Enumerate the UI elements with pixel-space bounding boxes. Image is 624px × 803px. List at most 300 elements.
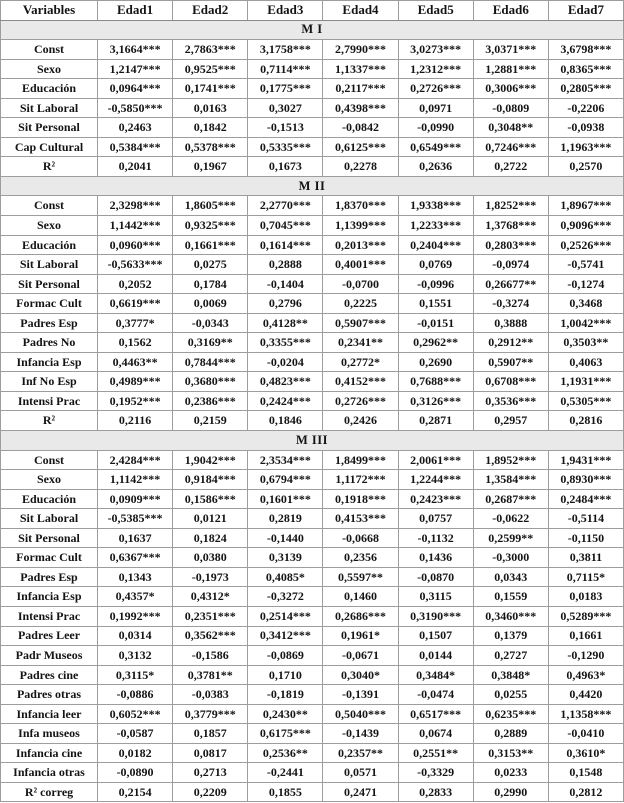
cell-value: 0,2430**: [248, 704, 323, 724]
table-row: [1, 685, 624, 705]
table-row: [1, 79, 624, 99]
table-row: [1, 352, 624, 372]
row-label: Const: [1, 40, 98, 60]
cell-value: 0,4153***: [323, 509, 398, 529]
cell-value: 1,8952***: [473, 450, 548, 470]
cell-value: 0,3115*: [98, 665, 173, 685]
cell-value: 0,2687***: [473, 489, 548, 509]
cell-value: 0,1784: [173, 274, 248, 294]
cell-value: 0,2686***: [323, 606, 398, 626]
cell-value: 0,3048**: [473, 118, 548, 138]
row-label: Infancia Esp: [1, 352, 98, 372]
table-row: [1, 118, 624, 138]
cell-value: 0,2471: [323, 782, 398, 802]
cell-value: 0,2278: [323, 157, 398, 177]
cell-value: 0,5305***: [548, 391, 623, 411]
cell-value: 0,2356: [323, 548, 398, 568]
table-row: [1, 313, 624, 333]
cell-value: 1,1399***: [323, 216, 398, 236]
row-label: R²: [1, 157, 98, 177]
table-row: [1, 450, 624, 470]
cell-value: 0,2463: [98, 118, 173, 138]
row-label: Sit Personal: [1, 528, 98, 548]
table-row: [1, 157, 624, 177]
cell-value: 0,4085*: [248, 567, 323, 587]
cell-value: 0,3680***: [173, 372, 248, 392]
cell-value: 0,2912**: [473, 333, 548, 353]
cell-value: -0,1132: [398, 528, 473, 548]
cell-value: 0,1586***: [173, 489, 248, 509]
cell-value: 1,1442***: [98, 216, 173, 236]
row-label: Const: [1, 450, 98, 470]
cell-value: 1,8605***: [173, 196, 248, 216]
cell-value: 0,0757: [398, 509, 473, 529]
cell-value: 0,2726***: [323, 391, 398, 411]
cell-value: 0,6235***: [473, 704, 548, 724]
cell-value: 0,1673: [248, 157, 323, 177]
table-row: [1, 704, 624, 724]
cell-value: -0,1440: [248, 528, 323, 548]
cell-value: -0,3000: [473, 548, 548, 568]
cell-value: 0,1918***: [323, 489, 398, 509]
cell-value: 0,7844***: [173, 352, 248, 372]
table-row: [1, 470, 624, 490]
cell-value: 0,5289***: [548, 606, 623, 626]
cell-value: -0,0886: [98, 685, 173, 705]
cell-value: 0,0343: [473, 567, 548, 587]
table-row: [1, 509, 624, 529]
cell-value: 0,4420: [548, 685, 623, 705]
column-header-row: [1, 1, 624, 21]
cell-value: 0,8930***: [548, 470, 623, 490]
cell-value: 1,1931***: [548, 372, 623, 392]
cell-value: 0,0674: [398, 724, 473, 744]
cell-value: 0,1846: [248, 411, 323, 431]
cell-value: 0,1857: [173, 724, 248, 744]
cell-value: 0,0275: [173, 255, 248, 275]
cell-value: -0,0410: [548, 724, 623, 744]
cell-value: 0,7688***: [398, 372, 473, 392]
cell-value: 0,2514***: [248, 606, 323, 626]
table-row: [1, 548, 624, 568]
row-label: Sit Laboral: [1, 98, 98, 118]
row-label: Sit Personal: [1, 274, 98, 294]
cell-value: 0,0182: [98, 743, 173, 763]
cell-value: 0,2424***: [248, 391, 323, 411]
table-body: [1, 20, 624, 802]
cell-value: -0,0622: [473, 509, 548, 529]
cell-value: 0,4963*: [548, 665, 623, 685]
row-label: Padr Museos: [1, 646, 98, 666]
cell-value: 0,2116: [98, 411, 173, 431]
cell-value: 1,9042***: [173, 450, 248, 470]
table-row: [1, 196, 624, 216]
cell-value: 0,1614***: [248, 235, 323, 255]
cell-value: 0,5335***: [248, 137, 323, 157]
cell-value: 0,1661: [548, 626, 623, 646]
cell-value: 0,1637: [98, 528, 173, 548]
cell-value: 0,4398***: [323, 98, 398, 118]
cell-value: 0,1961*: [323, 626, 398, 646]
row-label: Infancia Esp: [1, 587, 98, 607]
cell-value: 0,2209: [173, 782, 248, 802]
cell-value: 0,3562***: [173, 626, 248, 646]
cell-value: -0,5633***: [98, 255, 173, 275]
cell-value: 0,3139: [248, 548, 323, 568]
table-row: [1, 391, 624, 411]
cell-value: 0,7114***: [248, 59, 323, 79]
section-title: M I: [1, 20, 624, 40]
table-row: [1, 216, 624, 236]
cell-value: 0,2713: [173, 763, 248, 783]
cell-value: 0,2833: [398, 782, 473, 802]
cell-value: 0,0964***: [98, 79, 173, 99]
cell-value: -0,0668: [323, 528, 398, 548]
cell-value: 0,1992***: [98, 606, 173, 626]
cell-value: 0,7115*: [548, 567, 623, 587]
row-label: Educación: [1, 489, 98, 509]
cell-value: 0,2484***: [548, 489, 623, 509]
cell-value: 0,3888: [473, 313, 548, 333]
cell-value: 0,6549***: [398, 137, 473, 157]
cell-value: 0,5907**: [473, 352, 548, 372]
cell-value: 0,2816: [548, 411, 623, 431]
cell-value: 0,0960***: [98, 235, 173, 255]
cell-value: 0,1548: [548, 763, 623, 783]
cell-value: -0,0151: [398, 313, 473, 333]
cell-value: -0,0974: [473, 255, 548, 275]
cell-value: 0,6367***: [98, 548, 173, 568]
cell-value: -0,0996: [398, 274, 473, 294]
cell-value: 0,3460***: [473, 606, 548, 626]
cell-value: 0,3355***: [248, 333, 323, 353]
cell-value: 0,1507: [398, 626, 473, 646]
cell-value: 0,9525***: [173, 59, 248, 79]
cell-value: 1,9338***: [398, 196, 473, 216]
column-header-variables: Variables: [1, 1, 98, 21]
cell-value: 0,2805***: [548, 79, 623, 99]
cell-value: 0,3412***: [248, 626, 323, 646]
table-row: [1, 763, 624, 783]
cell-value: 0,1601***: [248, 489, 323, 509]
section-title: M II: [1, 176, 624, 196]
section-header-row: [1, 176, 624, 196]
table-row: [1, 98, 624, 118]
cell-value: 0,1559: [473, 587, 548, 607]
cell-value: 0,2159: [173, 411, 248, 431]
cell-value: 1,1172***: [323, 470, 398, 490]
cell-value: 0,4357*: [98, 587, 173, 607]
cell-value: 0,1551: [398, 294, 473, 314]
cell-value: 0,7246***: [473, 137, 548, 157]
cell-value: 0,2871: [398, 411, 473, 431]
cell-value: 3,0371***: [473, 40, 548, 60]
cell-value: 0,6708***: [473, 372, 548, 392]
table-row: [1, 235, 624, 255]
cell-value: 0,5597**: [323, 567, 398, 587]
row-label: Infancia otras: [1, 763, 98, 783]
cell-value: 1,2244***: [398, 470, 473, 490]
cell-value: -0,1290: [548, 646, 623, 666]
cell-value: 0,2526***: [548, 235, 623, 255]
cell-value: 0,2889: [473, 724, 548, 744]
cell-value: 0,4152***: [323, 372, 398, 392]
column-header-edad4: Edad4: [323, 1, 398, 21]
cell-value: 0,3503**: [548, 333, 623, 353]
cell-value: 3,6798***: [548, 40, 623, 60]
table-row: [1, 665, 624, 685]
cell-value: 1,2233***: [398, 216, 473, 236]
cell-value: -0,0990: [398, 118, 473, 138]
row-label: Intensi Prac: [1, 391, 98, 411]
row-label: Educación: [1, 235, 98, 255]
cell-value: 0,2341**: [323, 333, 398, 353]
cell-value: -0,5385***: [98, 509, 173, 529]
row-label: Infancia leer: [1, 704, 98, 724]
row-label: Formac Cult: [1, 548, 98, 568]
cell-value: 0,0144: [398, 646, 473, 666]
row-label: Sit Laboral: [1, 509, 98, 529]
cell-value: -0,0700: [323, 274, 398, 294]
cell-value: -0,2441: [248, 763, 323, 783]
cell-value: 0,2888: [248, 255, 323, 275]
cell-value: 0,4989***: [98, 372, 173, 392]
cell-value: 0,3132: [98, 646, 173, 666]
cell-value: 1,8370***: [323, 196, 398, 216]
table-row: [1, 528, 624, 548]
cell-value: 0,2636: [398, 157, 473, 177]
cell-value: 0,2041: [98, 157, 173, 177]
table-row: [1, 743, 624, 763]
row-label: Padres No: [1, 333, 98, 353]
cell-value: 3,0273***: [398, 40, 473, 60]
cell-value: -0,1150: [548, 528, 623, 548]
cell-value: 2,0061***: [398, 450, 473, 470]
table-row: [1, 489, 624, 509]
cell-value: 0,6125***: [323, 137, 398, 157]
cell-value: 1,1337***: [323, 59, 398, 79]
row-label: Inf No Esp: [1, 372, 98, 392]
row-label: Intensi Prac: [1, 606, 98, 626]
cell-value: 2,3534***: [248, 450, 323, 470]
cell-value: 0,3027: [248, 98, 323, 118]
cell-value: 0,1855: [248, 782, 323, 802]
cell-value: 0,0233: [473, 763, 548, 783]
cell-value: 0,3779***: [173, 704, 248, 724]
row-label: Sit Personal: [1, 118, 98, 138]
section-title: M III: [1, 431, 624, 451]
cell-value: 0,2812: [548, 782, 623, 802]
cell-value: 0,3006***: [473, 79, 548, 99]
row-label: Padres Leer: [1, 626, 98, 646]
row-label: Padres Esp: [1, 567, 98, 587]
cell-value: 2,4284***: [98, 450, 173, 470]
table-row: [1, 724, 624, 744]
cell-value: 0,2726***: [398, 79, 473, 99]
cell-value: 0,0971: [398, 98, 473, 118]
cell-value: 2,7863***: [173, 40, 248, 60]
cell-value: 1,9431***: [548, 450, 623, 470]
cell-value: -0,3329: [398, 763, 473, 783]
cell-value: 0,5384***: [98, 137, 173, 157]
cell-value: -0,0343: [173, 313, 248, 333]
table-row: [1, 255, 624, 275]
cell-value: -0,0204: [248, 352, 323, 372]
cell-value: -0,1819: [248, 685, 323, 705]
row-label: Sexo: [1, 216, 98, 236]
cell-value: 0,4463**: [98, 352, 173, 372]
cell-value: 0,3153**: [473, 743, 548, 763]
cell-value: -0,2206: [548, 98, 623, 118]
cell-value: 3,1758***: [248, 40, 323, 60]
cell-value: 0,2990: [473, 782, 548, 802]
cell-value: 0,3169**: [173, 333, 248, 353]
cell-value: 0,1379: [473, 626, 548, 646]
cell-value: -0,0938: [548, 118, 623, 138]
cell-value: 0,5040***: [323, 704, 398, 724]
cell-value: 0,2803***: [473, 235, 548, 255]
cell-value: -0,0869: [248, 646, 323, 666]
row-label: Sexo: [1, 59, 98, 79]
cell-value: 2,7990***: [323, 40, 398, 60]
column-header-edad1: Edad1: [98, 1, 173, 21]
cell-value: -0,1391: [323, 685, 398, 705]
cell-value: 0,6175***: [248, 724, 323, 744]
table-row: [1, 646, 624, 666]
cell-value: 1,2147***: [98, 59, 173, 79]
table-row: [1, 137, 624, 157]
table-header: [1, 1, 624, 21]
cell-value: 0,0183: [548, 587, 623, 607]
cell-value: -0,0842: [323, 118, 398, 138]
cell-value: -0,3272: [248, 587, 323, 607]
cell-value: 0,3777*: [98, 313, 173, 333]
column-header-edad7: Edad7: [548, 1, 623, 21]
cell-value: 0,2962**: [398, 333, 473, 353]
cell-value: -0,1404: [248, 274, 323, 294]
cell-value: 1,8252***: [473, 196, 548, 216]
cell-value: -0,0671: [323, 646, 398, 666]
cell-value: 0,3468: [548, 294, 623, 314]
table-row: [1, 626, 624, 646]
table-row: [1, 294, 624, 314]
cell-value: 0,9184***: [173, 470, 248, 490]
cell-value: 0,0163: [173, 98, 248, 118]
table-row: [1, 274, 624, 294]
cell-value: 0,5378***: [173, 137, 248, 157]
cell-value: 0,2351***: [173, 606, 248, 626]
cell-value: 0,3126***: [398, 391, 473, 411]
cell-value: 1,1358***: [548, 704, 623, 724]
cell-value: 0,1436: [398, 548, 473, 568]
cell-value: 0,9325***: [173, 216, 248, 236]
column-header-edad3: Edad3: [248, 1, 323, 21]
table-row: [1, 40, 624, 60]
cell-value: 0,2727: [473, 646, 548, 666]
row-label: Padres Esp: [1, 313, 98, 333]
cell-value: 0,2772*: [323, 352, 398, 372]
cell-value: 1,2881***: [473, 59, 548, 79]
cell-value: 0,0069: [173, 294, 248, 314]
cell-value: 0,26677**: [473, 274, 548, 294]
table-row: [1, 587, 624, 607]
cell-value: 0,1775***: [248, 79, 323, 99]
cell-value: 0,2154: [98, 782, 173, 802]
cell-value: -0,5850***: [98, 98, 173, 118]
cell-value: 0,1824: [173, 528, 248, 548]
cell-value: 0,0314: [98, 626, 173, 646]
table-row: [1, 411, 624, 431]
cell-value: 0,0909***: [98, 489, 173, 509]
cell-value: 3,1664***: [98, 40, 173, 60]
section-header-row: [1, 20, 624, 40]
cell-value: 0,4001***: [323, 255, 398, 275]
cell-value: 0,2117***: [323, 79, 398, 99]
row-label: Infancia cine: [1, 743, 98, 763]
cell-value: -0,0809: [473, 98, 548, 118]
cell-value: 1,8499***: [323, 450, 398, 470]
cell-value: -0,1439: [323, 724, 398, 744]
cell-value: 2,2770***: [248, 196, 323, 216]
cell-value: 0,4063: [548, 352, 623, 372]
cell-value: -0,0383: [173, 685, 248, 705]
cell-value: 0,6794***: [248, 470, 323, 490]
column-header-edad5: Edad5: [398, 1, 473, 21]
row-label: Cap Cultural: [1, 137, 98, 157]
table-row: [1, 333, 624, 353]
cell-value: 0,0571: [323, 763, 398, 783]
table-row: [1, 372, 624, 392]
cell-value: -0,5114: [548, 509, 623, 529]
cell-value: 1,2312***: [398, 59, 473, 79]
cell-value: -0,3274: [473, 294, 548, 314]
row-label: Educación: [1, 79, 98, 99]
cell-value: 0,1952***: [98, 391, 173, 411]
cell-value: 1,3768***: [473, 216, 548, 236]
cell-value: -0,0587: [98, 724, 173, 744]
cell-value: 0,3610*: [548, 743, 623, 763]
row-label: Sit Laboral: [1, 255, 98, 275]
cell-value: 0,2957: [473, 411, 548, 431]
cell-value: -0,1274: [548, 274, 623, 294]
cell-value: 0,2819: [248, 509, 323, 529]
cell-value: -0,0890: [98, 763, 173, 783]
cell-value: -0,1586: [173, 646, 248, 666]
cell-value: 0,8365***: [548, 59, 623, 79]
column-header-edad2: Edad2: [173, 1, 248, 21]
cell-value: 0,2599**: [473, 528, 548, 548]
cell-value: 0,7045***: [248, 216, 323, 236]
table-row: [1, 567, 624, 587]
cell-value: 0,2536**: [248, 743, 323, 763]
cell-value: 0,0121: [173, 509, 248, 529]
row-label: Infa museos: [1, 724, 98, 744]
row-label: R² correg: [1, 782, 98, 802]
cell-value: 0,2052: [98, 274, 173, 294]
cell-value: 0,3536***: [473, 391, 548, 411]
cell-value: 0,3484*: [398, 665, 473, 685]
table-row: [1, 59, 624, 79]
column-header-edad6: Edad6: [473, 1, 548, 21]
table-row: [1, 606, 624, 626]
row-label: Sexo: [1, 470, 98, 490]
cell-value: 0,2551**: [398, 743, 473, 763]
cell-value: 0,3848*: [473, 665, 548, 685]
cell-value: 0,3781**: [173, 665, 248, 685]
cell-value: 0,6619***: [98, 294, 173, 314]
cell-value: 0,3040*: [323, 665, 398, 685]
cell-value: 0,2404***: [398, 235, 473, 255]
